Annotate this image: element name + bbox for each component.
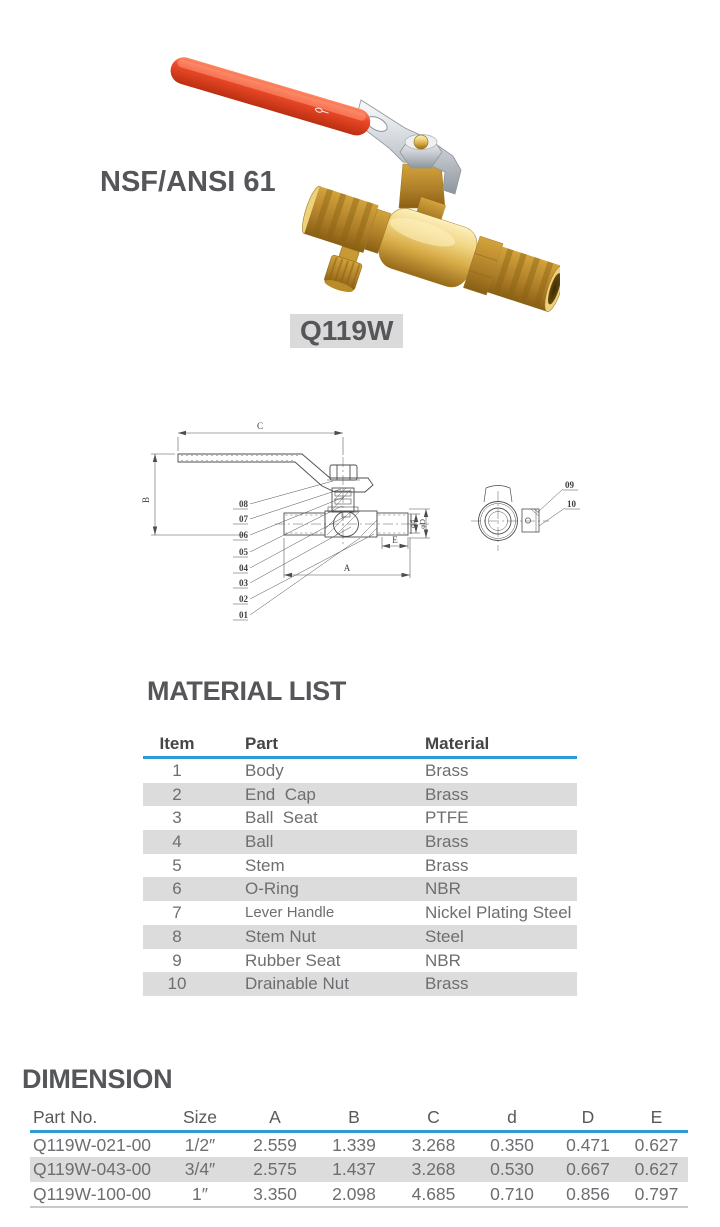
dim-label-C: C [256, 421, 264, 431]
cell-C: 3.268 [411, 1135, 456, 1155]
cell-part: Stem [245, 855, 285, 875]
cell-material: Brass [425, 761, 469, 780]
cell-A: 2.559 [253, 1135, 297, 1155]
svg-text:05: 05 [239, 547, 248, 557]
cell-size: 1/2″ [184, 1135, 216, 1155]
cell-B: 1.437 [332, 1159, 376, 1180]
cell-material: NBR [425, 879, 461, 899]
cell-D: 0.471 [566, 1135, 610, 1155]
cell-material: PTFE [425, 808, 469, 828]
callout-10: 10 [567, 499, 576, 509]
cell-material: Brass [425, 784, 469, 804]
cell-part-no: Q119W-043-00 [33, 1159, 152, 1180]
cell-A: 3.350 [253, 1183, 297, 1204]
svg-text:01: 01 [239, 610, 248, 620]
cell-C: 4.685 [411, 1183, 456, 1204]
cell-part: Body [245, 761, 284, 780]
cell-part: Drainable Nut [245, 974, 349, 994]
col-header-d: d [507, 1107, 517, 1127]
cell-part-no: Q119W-021-00 [33, 1135, 152, 1155]
drain-cap [322, 244, 366, 295]
dimension-table [30, 1104, 688, 1208]
cell-D: 0.856 [566, 1183, 610, 1204]
center-body [375, 204, 482, 291]
dim-label-A: A [343, 563, 351, 573]
cell-item: 4 [172, 832, 182, 852]
cell-item: 8 [172, 926, 182, 946]
cell-item: 3 [172, 808, 182, 828]
cell-part: Ball [245, 832, 274, 852]
cell-B: 2.098 [332, 1183, 376, 1204]
cell-item: 9 [172, 950, 182, 970]
cell-item: 7 [172, 903, 182, 923]
table-row [143, 877, 577, 901]
table-row [143, 925, 577, 949]
cell-D: 0.667 [566, 1159, 610, 1180]
cell-item: 10 [167, 974, 187, 994]
table-row [143, 783, 577, 807]
table-row [143, 759, 577, 783]
svg-text:04: 04 [239, 563, 248, 573]
technical-drawing [125, 385, 710, 643]
dim-label-E: E [392, 535, 398, 545]
svg-text:06: 06 [239, 530, 248, 540]
col-header-A: A [269, 1107, 281, 1127]
material-table [143, 731, 577, 996]
cell-C: 3.268 [411, 1159, 456, 1180]
table-row [30, 1133, 688, 1157]
col-header-item: Item [159, 734, 195, 753]
col-header-size: Size [182, 1107, 218, 1127]
cell-part: Lever Handle [245, 904, 335, 922]
dim-label-B: B [141, 496, 151, 504]
cell-material: Steel [425, 926, 464, 946]
valve-side-view [178, 454, 430, 547]
cell-E: 0.627 [634, 1159, 679, 1180]
table-row [143, 806, 577, 830]
model-badge: Q119W [290, 314, 403, 348]
cell-E: 0.627 [634, 1135, 679, 1155]
cell-d: 0.350 [490, 1135, 534, 1155]
col-header-C: C [427, 1107, 440, 1127]
dimension-title: DIMENSION [22, 1064, 173, 1094]
table-row [30, 1157, 688, 1181]
svg-text:03: 03 [239, 578, 248, 588]
cell-material: Brass [425, 855, 469, 875]
col-header-D: D [581, 1107, 595, 1127]
cell-item: 1 [172, 761, 182, 780]
cell-B: 1.339 [332, 1135, 376, 1155]
table-row [143, 854, 577, 878]
stem-rivet [414, 135, 428, 149]
col-header-material: Material [425, 734, 490, 753]
cell-size: 1″ [192, 1183, 208, 1204]
cell-part-no: Q119W-100-00 [33, 1183, 152, 1204]
cell-material: Brass [425, 832, 469, 852]
cell-d: 0.710 [490, 1183, 534, 1204]
col-header-part: Part [245, 734, 279, 753]
cell-item: 2 [172, 784, 182, 804]
cell-part: End Cap [245, 784, 316, 804]
dim-label-phi-d: φd [408, 519, 417, 529]
svg-text:07: 07 [239, 514, 248, 524]
table-row [30, 1182, 688, 1206]
cell-part: Stem Nut [245, 926, 316, 946]
cell-material: NBR [425, 950, 461, 970]
cell-part: Ball Seat [245, 808, 318, 828]
svg-text:08: 08 [239, 499, 248, 509]
table-row [143, 972, 577, 996]
dimension-table-header [30, 1104, 688, 1133]
cell-A: 2.575 [253, 1159, 297, 1180]
material-table-header [143, 731, 577, 759]
col-header-part-no: Part No. [33, 1107, 98, 1127]
cell-part: Rubber Seat [245, 950, 341, 970]
svg-text:02: 02 [239, 594, 248, 604]
cell-item: 5 [172, 855, 182, 875]
col-header-E: E [650, 1107, 663, 1127]
valve-end-view [471, 486, 580, 552]
callout-09: 09 [565, 480, 574, 490]
certification-text: NSF/ANSI 61 [100, 166, 276, 198]
cell-part: O-Ring [245, 879, 299, 899]
cell-E: 0.797 [634, 1183, 679, 1204]
red-handle [167, 54, 373, 139]
cell-material: Brass [425, 974, 469, 994]
dim-label-phi-D: φD [418, 519, 427, 529]
callout-numbers [239, 499, 249, 620]
cell-size: 3/4″ [184, 1159, 216, 1180]
callout-leaders [233, 481, 374, 620]
table-row [143, 830, 577, 854]
table-row [143, 901, 577, 925]
table-row [143, 949, 577, 973]
col-header-B: B [348, 1107, 360, 1127]
material-list-title: MATERIAL LIST [147, 676, 347, 706]
cell-material: Nickel Plating Steel [425, 903, 572, 923]
cell-d: 0.530 [490, 1159, 534, 1180]
cell-item: 6 [172, 879, 182, 899]
